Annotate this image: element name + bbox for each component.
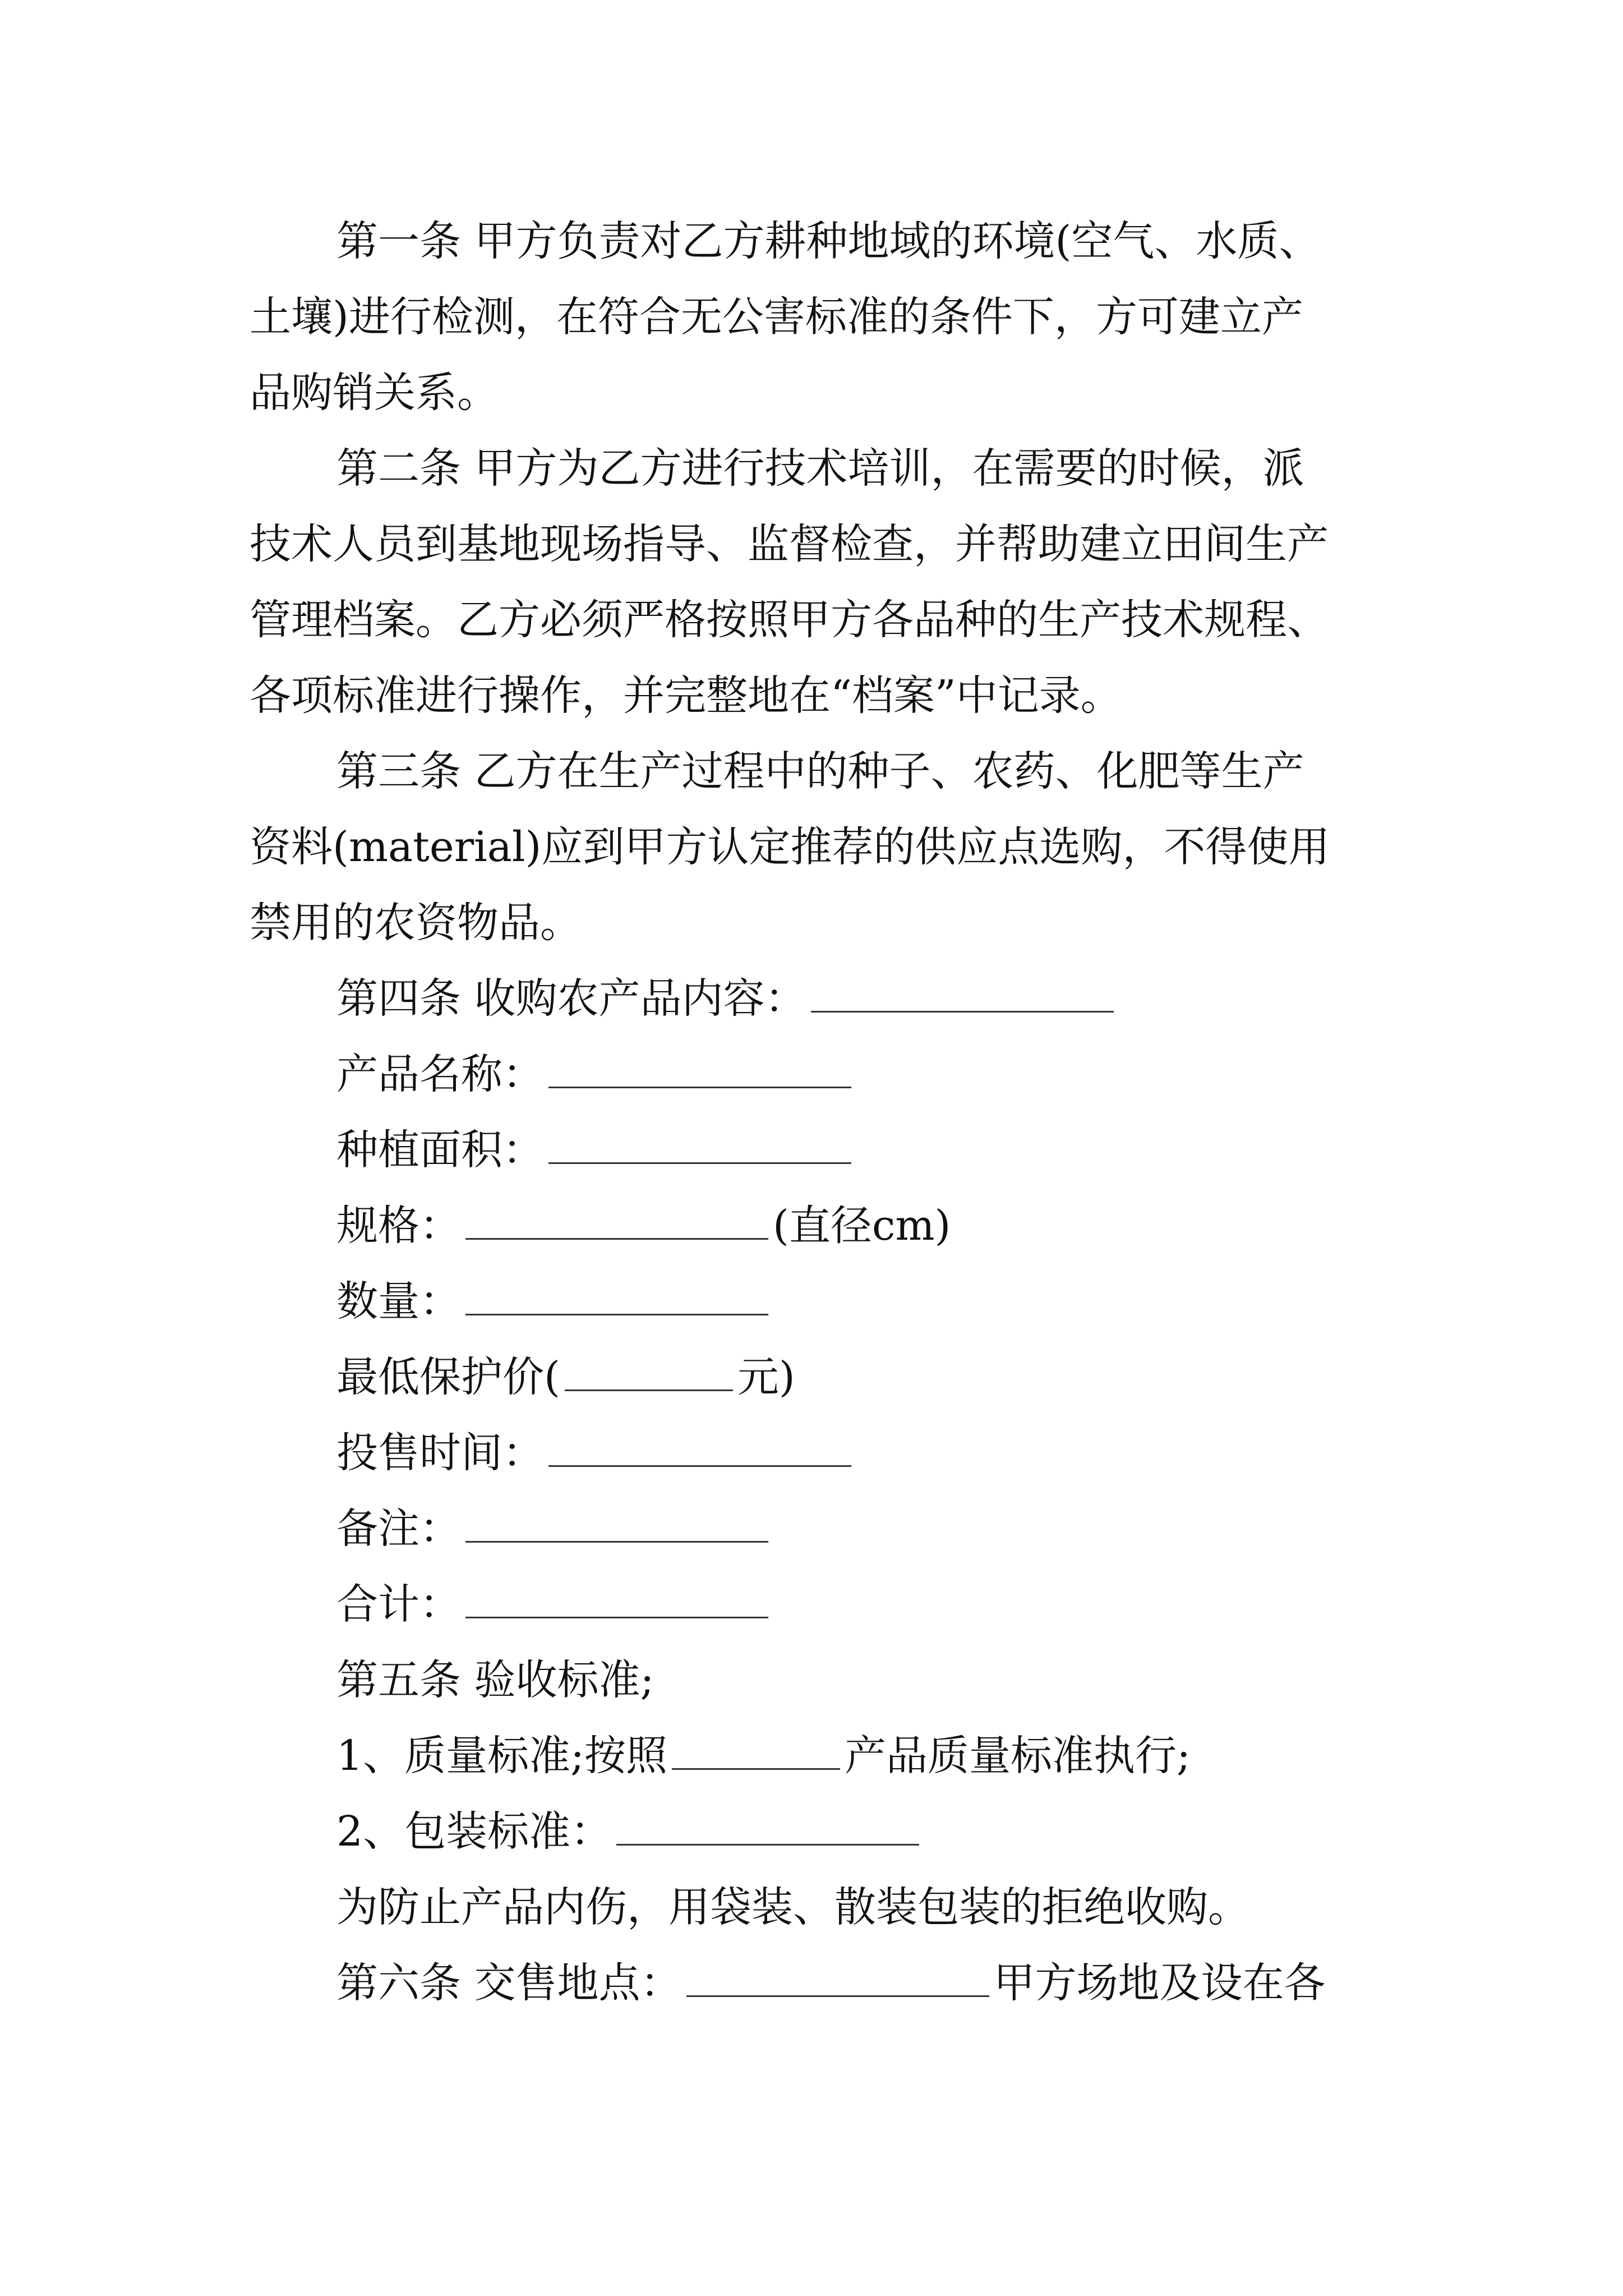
remark-row [336, 1501, 1387, 1557]
area-blank[interactable] [548, 1130, 851, 1164]
min-price-prefix: 最低保护价( [336, 1353, 560, 1401]
article3-line2: 资料(material)应到甲方认定推荐的供应点选购，不得使用 [250, 823, 1330, 871]
article2-line1: 第二条 甲方为乙方进行技术培训，在需要的时候，派 [336, 444, 1304, 493]
spec-unit: (直径cm) [773, 1202, 951, 1250]
spec-row [336, 1198, 1387, 1254]
quality-suffix: 产品质量标准执行; [845, 1732, 1191, 1780]
article1-line1: 第一条 甲方负责对乙方耕种地域的环境(空气、水质、 [336, 217, 1321, 265]
article6-row [336, 1955, 1387, 2011]
sale-time-label: 投售时间： [336, 1429, 544, 1477]
article6-prefix: 第六条 交售地点： [336, 1959, 682, 2007]
article4-title: 第四条 收购农产品内容： [336, 974, 806, 1023]
article2-line3: 管理档案。乙方必须严格按照甲方各品种的生产技术规程、 [250, 596, 1329, 644]
spec-blank[interactable] [465, 1205, 768, 1240]
article3-line1: 第三条 乙方在生产过程中的种子、农药、化肥等生产 [336, 747, 1304, 795]
article4-title-row [336, 970, 1387, 1027]
quantity-blank[interactable] [465, 1281, 768, 1315]
article3-line3: 禁用的农资物品。 [250, 899, 582, 947]
content-blank[interactable] [811, 978, 1114, 1013]
quality-blank[interactable] [672, 1736, 840, 1770]
remark-blank[interactable] [465, 1508, 768, 1543]
sale-time-row [336, 1425, 1387, 1481]
packing-blank[interactable] [616, 1811, 919, 1846]
quantity-label: 数量： [336, 1277, 461, 1326]
total-label: 合计： [336, 1580, 461, 1628]
quality-prefix: 1、质量标准;按照 [336, 1732, 668, 1780]
min-price-suffix: 元) [737, 1353, 795, 1401]
article2-line4: 各项标准进行操作，并完整地在“档案”中记录。 [250, 671, 1122, 720]
remark-label: 备注： [336, 1504, 461, 1553]
min-price-blank[interactable] [565, 1357, 733, 1391]
sale-time-blank[interactable] [548, 1433, 851, 1467]
area-row [336, 1122, 1387, 1178]
delivery-place-blank[interactable] [686, 1963, 989, 1997]
quantity-row [336, 1273, 1387, 1329]
packing-row [336, 1803, 1387, 1860]
packing-label: 2、包装标准： [336, 1807, 612, 1856]
total-row [336, 1576, 1387, 1632]
article1-line2: 土壤)进行检测，在符合无公害标准的条件下，方可建立产 [250, 293, 1303, 341]
article1-line3: 品购销关系。 [250, 369, 499, 417]
article6-suffix: 甲方场地及设在各 [993, 1959, 1326, 2007]
area-label: 种植面积： [336, 1126, 544, 1174]
product-name-row [336, 1046, 1387, 1102]
spec-label: 规格： [336, 1202, 461, 1250]
product-name-label: 产品名称： [336, 1050, 544, 1098]
packing-note: 为防止产品内伤，用袋装、散装包装的拒绝收购。 [336, 1883, 1249, 1931]
quality-row [336, 1728, 1387, 1784]
total-blank[interactable] [465, 1584, 768, 1618]
article5-title: 第五条 验收标准; [336, 1656, 654, 1704]
article2-line2: 技术人员到基地现场指导、监督检查，并帮助建立田间生产 [250, 520, 1329, 568]
product-name-blank[interactable] [548, 1054, 851, 1088]
min-price-row [336, 1349, 1387, 1405]
